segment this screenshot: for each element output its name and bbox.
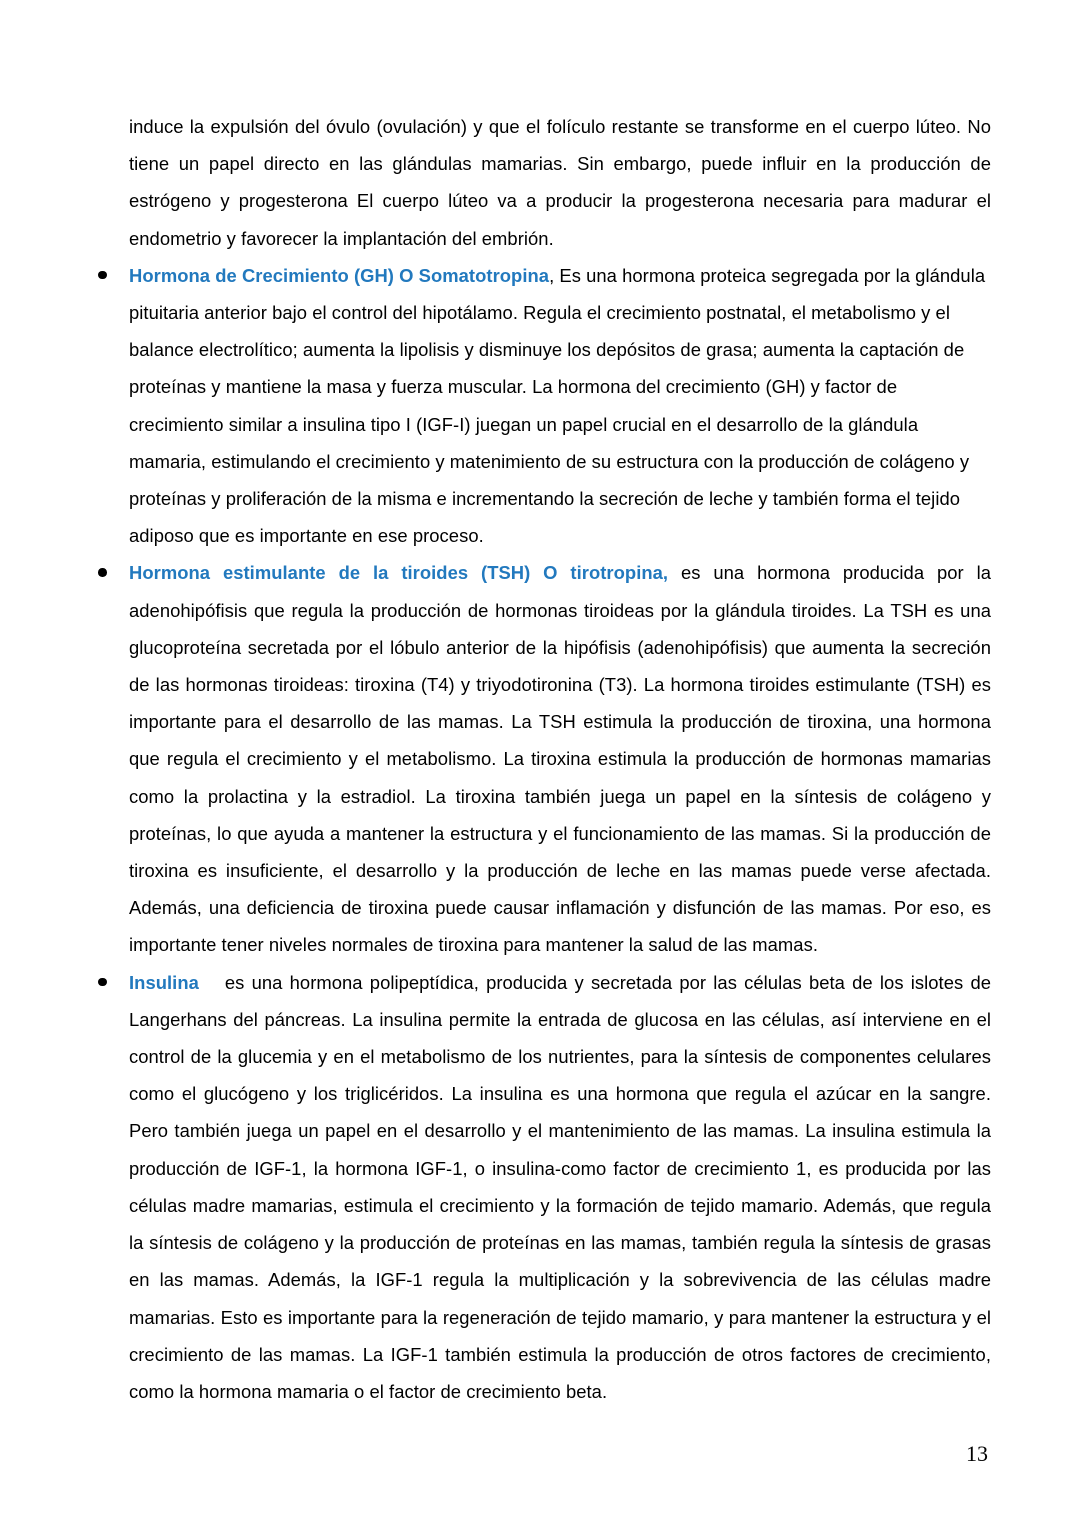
- bullet-heading: Hormona estimulante de la tiroides (TSH) O tirotropina,: [129, 562, 669, 584]
- bullet-body-text: es una hormona producida por la adenohipófisis que regula la producción de hormonas tiroideas por la glándula tiroides. La TSH es una glucoproteína secretada por el lóbulo anterior de la hipófisis (adenohipófisis) que aumenta la secreción de las hormonas tiroideas: tiroxina (T4) y triyodotironina (T3). La hormona tiroides estimulante (TSH) es importante para el desarrollo de las mamas. La TSH estimula la producción de tiroxina, una hormona que regula el crecimiento y el metabolismo. La tiroxina estimula la producción de hormonas mamarias como la prolactina y la estradiol. La tiroxina también juega un papel en la síntesis de colágeno y proteínas, lo que ayuda a mantener la estructura y el funcionamiento de las mamas. Si la producción de tiroxina es insuficiente, el desarrollo y la producción de leche en las mamas puede verse afectada. Además, una deficiencia de tiroxina puede causar inflamación y disfunción de las mamas. Por eso, es importante tener niveles normales de tiroxina para mantener la salud de las mamas.: [129, 562, 991, 956]
- lead-paragraph: induce la expulsión del óvulo (ovulación) y que el folículo restante se transforme en el cuerpo lúteo. No tiene un papel directo en las glándulas mamarias. Sin embargo, puede influir en la producción de estrógeno y progesterona El cuerpo lúteo va a producir la progesterona necesaria para madurar el endometrio y favorecer la implantación del embrión.: [129, 116, 991, 249]
- bullet-heading: Hormona de Crecimiento (GH) O Somatotropina: [129, 264, 550, 286]
- list-item: [129, 257, 991, 555]
- page-number: 13: [966, 1441, 988, 1466]
- bullet-dot-icon: [98, 978, 107, 987]
- list-item: [129, 554, 991, 963]
- bullet-dot-icon: [98, 271, 107, 280]
- bullet-dot-icon: [98, 568, 107, 577]
- bullet-body-text: es una hormona polipeptídica, producida y secretada por las células beta de los islotes de Langerhans del páncreas. La insulina permite la entrada de glucosa en las células, así interviene en el control de la glucemia y en el metabolismo de los nutrientes, para la síntesis de componentes celulares como el glucógeno y los triglicéridos. La insulina es una hormona que regula el azúcar en la sangre. Pero también juega un papel en el desarrollo y el mantenimiento de las mamas. La insulina estimula la producción de IGF-1, la hormona IGF-1, o insulina-como factor de crecimiento 1, es producida por las células madre mamarias, estimula el crecimiento y la formación de tejido mamario. Además, que regula la síntesis de colágeno y la producción de proteínas en las mamas, también regula la síntesis de grasas en las mamas. Además, la IGF-1 regula la multiplicación y la sobrevivencia de las células madre mamarias. Esto es importante para la regeneración de tejido mamario, y para mantener la estructura y el crecimiento de las mamas. La IGF-1 también estimula la producción de otros factores de crecimiento, como la hormona mamaria o el factor de crecimiento beta.: [129, 971, 991, 1402]
- bullet-heading: Insulina: [129, 971, 199, 993]
- bullet-body-text: Es una hormona proteica segregada por la glándula pituitaria anterior bajo el control del hipotálamo. Regula el crecimiento postnatal, el metabolismo y el balance electrolítico; aumenta la lipolisis y disminuye los depósitos de grasa; aumenta la captación de proteínas y mantiene la masa y fuerza muscular. La hormona del crecimiento (GH) y factor de crecimiento similar a insulina tipo I (IGF-I) juegan un papel crucial en el desarrollo de la glándula mamaria, estimulando el crecimiento y matenimiento de su estructura con la producción de colágeno y proteínas y proliferación de la misma e incrementando la secreción de leche y también forma el tejido adiposo que es importante en ese proceso.: [129, 264, 986, 547]
- hormone-bullet-list: [129, 257, 991, 1410]
- bullet-heading-punctuation: ,: [549, 264, 555, 286]
- page-content: [129, 108, 991, 1410]
- list-item: [129, 964, 991, 1410]
